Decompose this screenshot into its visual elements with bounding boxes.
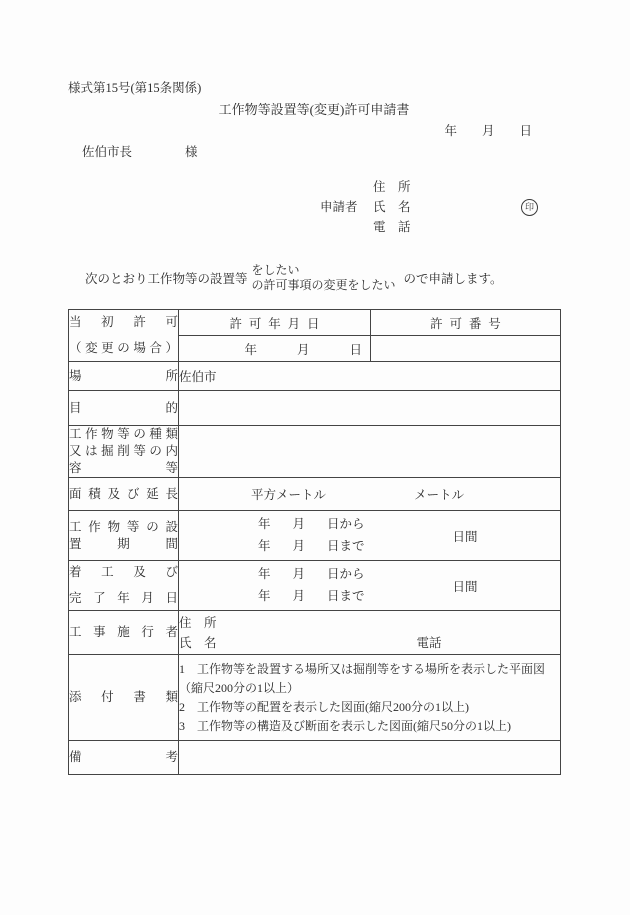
attachment-item: 3 工作物等の構造及び断面を表示した図面(縮尺50分の1以上) <box>179 718 511 733</box>
contractor-label-cell <box>69 611 179 655</box>
construction-to-year: 年 <box>258 589 271 603</box>
initial-permit-label-line2: （ 変 更 の 場 合 ） <box>69 341 178 355</box>
install-from-day: 日から <box>327 517 365 531</box>
intro-tail: ので申請します。 <box>403 272 503 286</box>
construction-dates-label-cell <box>69 561 179 611</box>
date-year-label: 年 <box>444 124 457 138</box>
attachments-label: 添 付 書 類 <box>69 690 178 704</box>
permit-number-field <box>371 336 561 362</box>
construction-from-year: 年 <box>258 567 271 581</box>
date-day-label: 日 <box>519 124 532 138</box>
intro-choice-stack <box>252 263 396 293</box>
construction-dates-cell <box>179 561 561 611</box>
permit-date-field <box>179 336 371 362</box>
intro-option-install: をしたい <box>251 263 300 277</box>
location-value: 佐伯市 <box>179 362 561 391</box>
permit-date-month: 月 <box>296 342 310 357</box>
seal-mark-icon <box>521 199 538 216</box>
intro-lead: 次のとおり工作物等の設置等 <box>85 272 248 286</box>
permit-number-header: 許可番号 <box>371 310 561 336</box>
application-table <box>68 309 561 775</box>
intro-sentence <box>85 263 560 293</box>
installation-period-label-line1: 工 作 物 等 の 設 <box>69 519 178 534</box>
installation-period-dates <box>258 517 365 554</box>
construction-to-month: 月 <box>292 589 306 603</box>
purpose-label-cell <box>69 391 179 426</box>
date-month-label: 月 <box>481 124 495 138</box>
area-label: 面 積 及 び 延 長 <box>69 486 178 501</box>
work-type-label-line2: 又 は 掘 削 等 の 内 <box>69 444 178 458</box>
install-to-month: 月 <box>292 539 306 553</box>
installation-period-label-line2: 置 期 間 <box>69 536 178 551</box>
construction-dates <box>258 567 365 604</box>
remarks-value <box>179 741 561 775</box>
construction-days-unit: 日間 <box>452 579 478 594</box>
install-to-day: 日まで <box>327 539 365 553</box>
purpose-value <box>179 391 561 426</box>
remarks-label-cell <box>69 741 179 775</box>
construction-to-day: 日まで <box>327 589 365 603</box>
area-value-cell <box>179 478 561 511</box>
applicant-address-row <box>320 177 560 197</box>
initial-permit-label-line1: 当 初 許 可 <box>69 315 178 329</box>
construction-label-line2: 完 了 年 月 日 <box>69 591 178 605</box>
install-from-year: 年 <box>258 517 271 531</box>
construction-from-month: 月 <box>292 567 306 581</box>
attachments-label-cell <box>69 655 179 741</box>
applicant-phone-row <box>320 217 560 237</box>
attachment-item: 2 工作物等の配置を表示した図面(縮尺200分の1以上) <box>179 699 469 714</box>
addressee-name: 佐伯市長 <box>82 145 133 159</box>
form-title: 工作物等設置等(変更)許可申請書 <box>218 102 410 117</box>
construction-label-line1: 着 工 及 び <box>69 565 178 579</box>
contractor-name-label: 氏 名 <box>179 635 217 650</box>
install-to-year: 年 <box>258 539 271 553</box>
intro-option-change: の許可事項の変更をしたい <box>251 278 396 292</box>
purpose-label: 目 的 <box>69 400 178 415</box>
permit-date-day: 日 <box>349 342 362 357</box>
contractor-cell <box>179 611 561 655</box>
attachments-cell <box>179 655 561 741</box>
applicant-name-row <box>320 197 560 217</box>
area-length-unit: メートル <box>414 488 465 502</box>
applicant-block <box>320 177 560 237</box>
applicant-name-label: 氏 名 <box>373 200 411 214</box>
work-type-label-cell <box>69 426 179 478</box>
remarks-label: 備 考 <box>69 750 178 764</box>
work-type-label-line3: 容 等 <box>69 461 178 475</box>
initial-permit-label-cell <box>69 310 179 362</box>
seal-character: 印 <box>524 201 534 212</box>
permit-date-year: 年 <box>244 342 257 357</box>
contractor-phone-label: 電話 <box>416 635 442 650</box>
applicant-label: 申請者 <box>320 200 358 214</box>
area-label-cell <box>69 478 179 511</box>
area-sqm-unit: 平方メートル <box>251 488 327 502</box>
contractor-address-label: 住 所 <box>179 615 217 630</box>
contractor-label: 工 事 施 行 者 <box>69 625 178 639</box>
applicant-phone-label: 電 話 <box>373 220 411 234</box>
addressee-honorific: 様 <box>185 145 198 159</box>
installation-period-cell <box>179 511 561 561</box>
attachment-item: 1 工作物等を設置する場所又は掘削等をする場所を表示した平面図（縮尺200分の1以上） <box>179 661 546 695</box>
applicant-address-label: 住 所 <box>373 180 411 194</box>
construction-from-day: 日から <box>327 567 365 581</box>
installation-period-label-cell <box>69 511 179 561</box>
form-number: 様式第15号(第15条関係) <box>68 81 202 95</box>
submission-date-line <box>68 123 532 139</box>
work-type-label-line1: 工 作 物 等 の 種 類 <box>69 427 178 441</box>
permit-date-header: 許可年月日 <box>179 310 371 336</box>
addressee-line <box>82 144 560 160</box>
work-type-value <box>179 426 561 478</box>
install-from-month: 月 <box>292 517 306 531</box>
location-label-cell <box>69 362 179 391</box>
installation-days-unit: 日間 <box>452 529 478 544</box>
location-label: 場 所 <box>69 368 178 383</box>
